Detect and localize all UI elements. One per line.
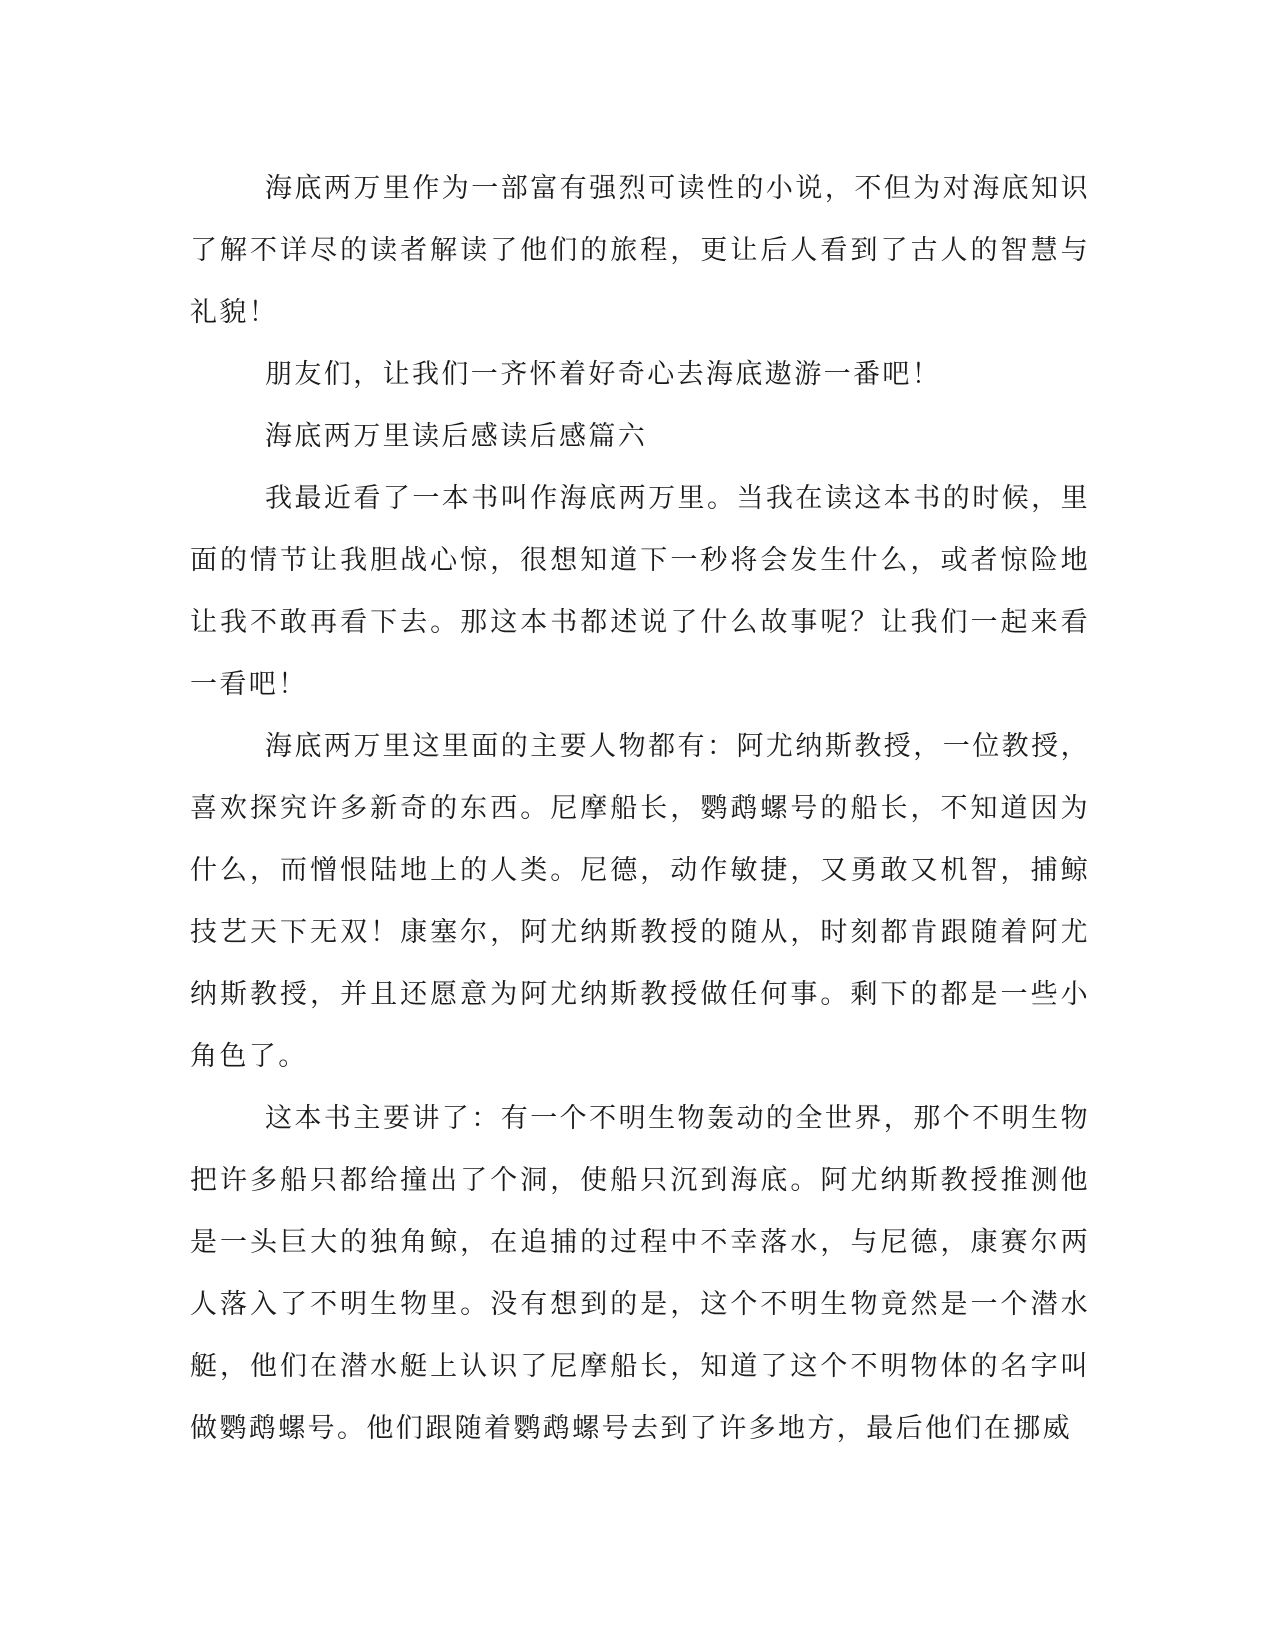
document-body (190, 158, 1090, 1460)
paragraph-opening: 我最近看了一本书叫作海底两万里。当我在读这本书的时候，里面的情节让我胆战心惊，很想知道下一秒将会发生什么，或者惊险地让我不敢再看下去。那这本书都述说了什么故事呢？让我们一起来看一看吧！ (190, 483, 1090, 700)
paragraph-plot: 这本书主要讲了：有一个不明生物轰动的全世界，那个不明生物把许多船只都给撞出了个洞，使船只沉到海底。阿尤纳斯教授推测他是一头巨大的独角鲸，在追捕的过程中不幸落水，与尼德，康赛尔两人落入了不明生物里。没有想到的是，这个不明生物竟然是一个潜水艇，他们在潜水艇上认识了尼摩船长，知道了这个不明物体的名字叫做鹦鹉螺号。他们跟随着鹦鹉螺号去到了许多地方，最后他们在挪威 (190, 1103, 1090, 1444)
section-heading: 海底两万里读后感读后感篇六 (265, 421, 648, 452)
paragraph-characters: 海底两万里这里面的主要人物都有：阿尤纳斯教授，一位教授，喜欢探究许多新奇的东西。尼摩船长，鹦鹉螺号的船长，不知道因为什么，而憎恨陆地上的人类。尼德，动作敏捷，又勇敢又机智，捕鲸技艺天下无双！康塞尔，阿尤纳斯教授的随从，时刻都肯跟随着阿尤纳斯教授，并且还愿意为阿尤纳斯教授做任何事。剩下的都是一些小角色了。 (190, 731, 1090, 1072)
paragraph-intro-summary: 海底两万里作为一部富有强烈可读性的小说，不但为对海底知识了解不详尽的读者解读了他们的旅程，更让后人看到了古人的智慧与礼貌！ (190, 173, 1090, 328)
paragraph-invitation: 朋友们，让我们一齐怀着好奇心去海底遨游一番吧！ (265, 359, 942, 390)
